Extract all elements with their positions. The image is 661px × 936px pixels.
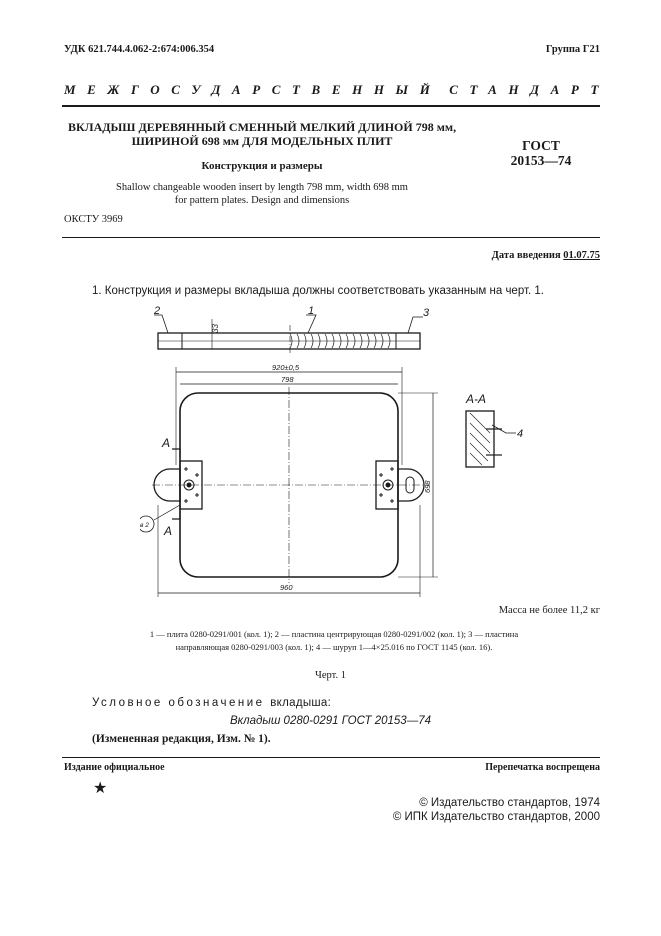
date-label: Дата введения [491, 250, 561, 261]
reprint-notice: Перепечатка воспрещена [485, 762, 600, 773]
dim-thickness: 33 [211, 324, 220, 333]
banner-letters-2: СТАНДАРТ [449, 82, 610, 97]
designation-label-spaced: Условное обозначение [92, 697, 265, 709]
okstu-code: ОКСТУ 3969 [64, 214, 123, 225]
callout-1: 1 [308, 305, 315, 317]
bottom-rule [62, 757, 600, 758]
designation-label [92, 697, 331, 709]
gost-designation [496, 138, 586, 168]
figure-legend [64, 628, 604, 654]
legend-line-1: 1 — плита 0280-0291/001 (кол. 1); 2 — пластина центрирующая 0280-0291/002 (кол. 1); 3 — пластина [149, 629, 519, 639]
introduction-date [492, 250, 600, 261]
dim-height: 698 [423, 480, 432, 493]
middle-rule [62, 237, 600, 238]
designation-label-rest: вкладыша: [270, 697, 332, 709]
callout-2: 2 [154, 305, 161, 317]
gost-number: 20153—74 [510, 153, 572, 168]
designation-value: Вкладыш 0280-0291 ГОСТ 20153—74 [230, 715, 431, 727]
mass-note: Масса не более 11,2 кг [498, 605, 600, 616]
document-title [62, 120, 462, 148]
section-a-a [466, 411, 516, 467]
english-title [62, 181, 462, 207]
group-code: Группа Г21 [545, 44, 600, 55]
gost-label: ГОСТ [522, 138, 560, 153]
english-title-line-2: for pattern plates. Design and dimensions [174, 195, 350, 206]
technical-drawing [140, 305, 540, 605]
official-edition: Издание официальное [64, 762, 165, 773]
banner-word-1 [64, 82, 442, 98]
dim-inner-width: 798 [281, 375, 294, 384]
star-icon: ★ [93, 780, 108, 797]
english-title-line-1: Shallow changeable wooden insert by length 798 mm, width 698 mm [116, 182, 408, 193]
callout-3: 3 [423, 307, 430, 319]
view-label: в 2 [140, 522, 149, 529]
dim-bottom-width: 960 [280, 583, 293, 592]
document-subtitle: Конструкция и размеры [201, 160, 323, 172]
dim-outer-width: 920±0,5 [272, 363, 300, 372]
copyright-2000: © ИПК Издательство стандартов, 2000 [392, 811, 600, 823]
date-value: 01.07.75 [563, 250, 600, 261]
standard-banner [64, 82, 610, 98]
section-mark-bottom: А [164, 524, 173, 538]
section-title: А-А [466, 392, 487, 406]
title-line-2: ШИРИНОЙ 698 мм ДЛЯ МОДЕЛЬНЫХ ПЛИТ [131, 134, 393, 148]
udk-code: УДК 621.744.4.062-2:674:006.354 [64, 44, 215, 55]
copyright-1974: © Издательство стандартов, 1974 [419, 797, 600, 809]
section-mark-top: А [162, 436, 171, 450]
figure-caption: Черт. 1 [315, 670, 346, 681]
edition-note: (Измененная редакция, Изм. № 1). [92, 733, 271, 745]
legend-line-2: направляющая 0280-0291/003 (кол. 1); 4 — шуруп 1—4×25.016 по ГОСТ 1145 (кол. 16). [175, 642, 493, 652]
title-line-1: ВКЛАДЫШ ДЕРЕВЯННЫЙ СМЕННЫЙ МЕЛКИЙ ДЛИНОЙ 798 мм, [67, 120, 457, 134]
top-rule [62, 105, 600, 107]
callout-4: 4 [517, 428, 524, 440]
paragraph-1: 1. Конструкция и размеры вкладыша должны соответствовать указанным на черт. 1. [92, 285, 544, 297]
banner-letters-1: МЕЖГОСУДАРСТВЕННЫЙ [64, 82, 442, 97]
